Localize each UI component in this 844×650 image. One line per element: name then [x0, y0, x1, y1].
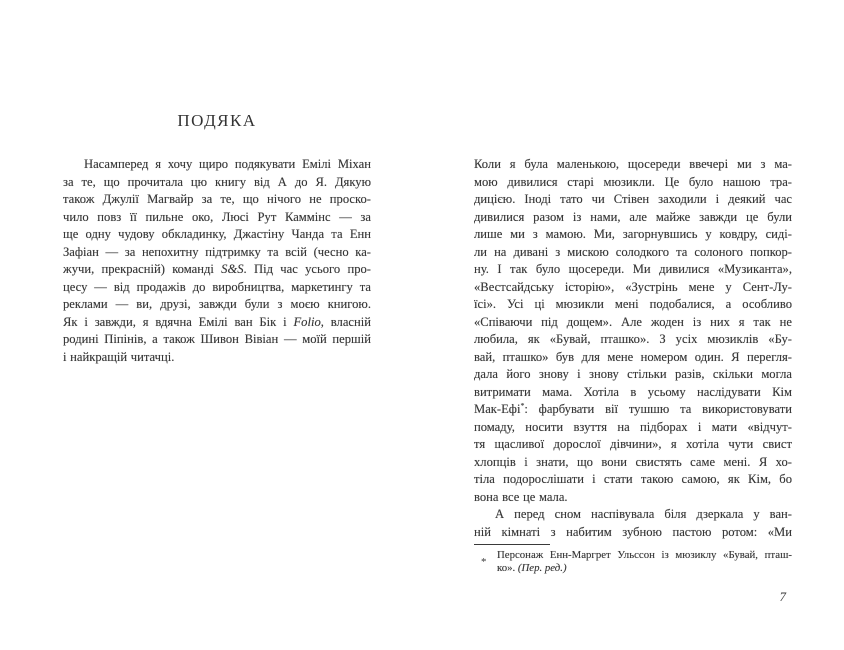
text-line: Зафіан — за непохитну підтримку та всій (чесно ка- — [63, 244, 371, 259]
text-line: А перед сном наспівувала біля дзеркала у ван- — [495, 507, 792, 521]
text-line: ко». (Пер. ред.) — [497, 562, 567, 575]
text-line: цесу — від продажів до виробництва, маркетингу та — [63, 279, 371, 294]
chapter-heading: ПОДЯКА — [177, 111, 257, 130]
page-number: 7 — [779, 589, 786, 604]
text-line: дала його знову і знову стільки разів, скільки могла — [474, 367, 792, 381]
text-line: Мак-Ефі*: фарбувати вії тушшю та використовувати — [474, 401, 792, 416]
text-line: жучи, прекрасній) команді S&S. Під час усього про- — [63, 262, 371, 276]
text-line: ну. І так було щосереди. Ми дивилися «Музиканта», — [474, 262, 792, 276]
paragraph — [63, 156, 371, 366]
text-line: дицією. Іноді тато чи Стівен заходили і деякий час — [474, 192, 792, 206]
text-line: за те, що прочитала цю книгу від А до Я. Дякую — [63, 174, 371, 189]
text-line: ли на дивані з мискою солодкого та солоного попкор- — [474, 244, 792, 259]
text-line: лише ми з мамою. Ми, загорнувшись у ковдру, сиді- — [474, 227, 792, 241]
paragraph — [474, 506, 792, 541]
text-line: Персонаж Енн-Маргрет Ульссон із мюзиклу «Бувай, пташ- — [497, 549, 792, 561]
text-line: «Співаючи під дощем». Але жоден із них я так не — [474, 314, 792, 329]
text-line: родині Піпінів, а також Шивон Вівіан — моїй першій — [63, 332, 371, 346]
text-line: витримати мама. Хотіла в усьому наслідувати Кім — [474, 384, 792, 399]
text-line: чило повз її пильне око, Люсі Рут Каммінс — за — [63, 209, 371, 224]
text-line: помаду, носити взуття на підборах і мати «відчут- — [474, 419, 792, 434]
text-line: їсі». Усі ці мюзикли мені подобалися, а особливо — [474, 297, 792, 311]
text-line: любила, як «Бувай, пташко». З усіх мюзиклів «Бу- — [474, 332, 792, 346]
paragraph — [474, 156, 792, 506]
text-line: хлопців і знати, що вони свистять саме мені. Я хо- — [474, 454, 792, 469]
text-line: вай, пташко» був для мене номером один. Я перегля- — [474, 349, 792, 364]
text-line: реклами — ви, друзі, завжди були з моєю книгою. — [63, 297, 371, 311]
footnote-rule — [474, 544, 550, 545]
text-line: і найкращій читачці. — [63, 349, 175, 364]
text-line: Насамперед я хочу щиро подякувати Емілі Міхан — [84, 157, 371, 171]
text-line: ще одну чудову обкладинку, Джастіну Чанда та Енн — [63, 227, 371, 241]
footnote-text — [497, 549, 792, 575]
text-line: вона все це мала. — [474, 489, 568, 504]
text-line: Коли я була маленькою, щосереди ввечері ми з ма- — [474, 157, 792, 171]
left-page-text — [63, 156, 371, 366]
footnote — [474, 544, 792, 575]
text-line: мою дивилися старі мюзикли. Це було нашою тра- — [474, 174, 792, 189]
text-line: також Джулії Магвайр за те, що нічого не проско- — [63, 192, 371, 206]
text-line: Як і завжди, я вдячна Емілі ван Бік і Folio, власній — [63, 314, 371, 329]
footnote-marker: * — [481, 556, 487, 568]
text-line: «Вестсайдську історію», «Зустрінь мене у Сент-Лу- — [474, 279, 792, 294]
text-line: тя щасливої дорослої дівчини», я хотіла чути свист — [474, 437, 792, 451]
right-page-text — [474, 156, 792, 541]
text-line: тіла подорослішати і стати такою самою, як Кім, бо — [474, 472, 792, 486]
text-line: дивилися разом із нами, але майже завжди це були — [474, 209, 792, 224]
text-line: ній кімнаті з набитим зубною пастою ротом: «Ми — [474, 524, 792, 539]
